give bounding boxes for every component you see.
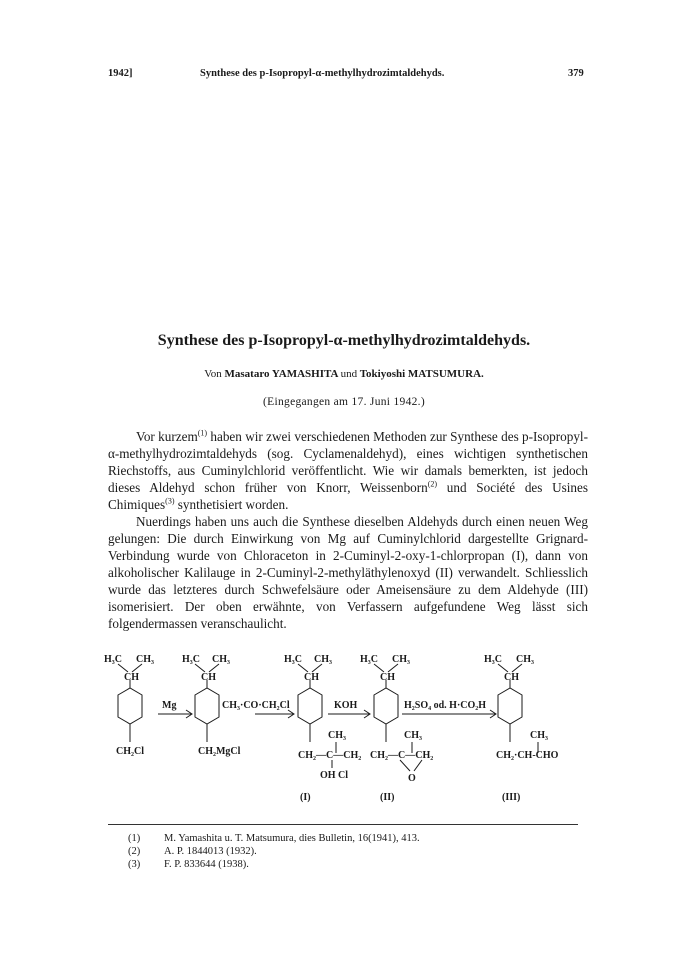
- p1-text-b: haben wir zwei verschiedenen Methoden zur Synthese des p-Isopropyl-α-methylhydrozimtaldehyds (sog. Cyclamenaldehyd), eines wichtigen synthetischen Riechstoffs, aus Cuminylchlorid veröffentlicht. Wie wir damals bemerkten, ist jedoch dieses Aldehyd schon früher von Knorr, Weissenborn: [108, 429, 588, 495]
- author-1: Masataro YAMASHITA: [224, 368, 338, 380]
- reagent-koh: KOH: [334, 700, 358, 711]
- compound-3-chain: CH₂·CH-CHO: [496, 750, 559, 761]
- footnote-2: [128, 845, 588, 858]
- running-head: [0, 68, 688, 84]
- footnote-1: [128, 832, 588, 845]
- c4-methyl: CH₃: [404, 730, 422, 741]
- c3-ch: CH: [304, 672, 319, 683]
- compound-1-substituents: OH Cl: [320, 770, 349, 781]
- c3-methyl: CH₃: [328, 730, 346, 741]
- benzene-ring-3: [298, 688, 322, 724]
- author-von: Von: [204, 368, 222, 380]
- reagent-chloraceton: CH₃·CO·CH₂Cl: [222, 700, 290, 711]
- footnote-number: (3): [128, 859, 141, 870]
- reaction-scheme: [100, 650, 600, 820]
- footnote-number: (2): [128, 846, 141, 857]
- c3-h3c: H₃C: [284, 654, 302, 665]
- author-2: Tokiyoshi MATSUMURA.: [359, 368, 484, 380]
- benzene-ring-5: [498, 688, 522, 724]
- c5-methyl: CH₃: [530, 730, 548, 741]
- c5-ch3: CH₃: [516, 654, 534, 665]
- footnote-ref-2: (2): [427, 479, 438, 489]
- c5-h3c: H₃C: [484, 654, 502, 665]
- article-body: [108, 428, 588, 632]
- footnote-divider: [108, 824, 578, 825]
- footnote-ref-1: (1): [197, 428, 208, 438]
- running-head-year: 1942]: [108, 68, 133, 79]
- footnote-text: M. Yamashita u. T. Matsumura, dies Bulletin, 16(1941), 413.: [164, 833, 420, 844]
- author-line: [0, 368, 688, 380]
- reaction-scheme-svg: [100, 650, 600, 820]
- c4-ch3: CH₃: [392, 654, 410, 665]
- c5-ch: CH: [504, 672, 519, 683]
- compound-label-1: (I): [300, 792, 311, 803]
- c4-h3c: H₃C: [360, 654, 378, 665]
- p1-text-d: synthetisiert worden.: [174, 497, 289, 512]
- compound-label-3: (III): [502, 792, 521, 803]
- footnote-ref-3: (3): [165, 496, 175, 506]
- compound-2-oxygen: O: [408, 773, 416, 784]
- paragraph-1: [108, 428, 588, 513]
- c1-ch3: CH₃: [136, 654, 154, 665]
- compound-2-chain: CH₂—C—CH₂: [370, 750, 434, 761]
- c4-ch: CH: [380, 672, 395, 683]
- article-title: Synthese des p-Isopropyl-α-methylhydrozimtaldehyds.: [157, 332, 531, 349]
- benzene-ring-4: [374, 688, 398, 724]
- c1-ch2cl: CH₂Cl: [116, 746, 144, 757]
- reagent-acid: H₂SO₄ od. H·CO₂H: [404, 700, 487, 711]
- author-und: und: [340, 368, 358, 380]
- compound-label-2: (II): [380, 792, 395, 803]
- reagent-mg: Mg: [162, 700, 177, 711]
- page-number: 379: [568, 68, 584, 79]
- footnote-3: [128, 858, 588, 871]
- footnote-text: A. P. 1844013 (1932).: [164, 846, 257, 857]
- footnotes: [128, 832, 588, 871]
- compound-1-chain: CH₂—C—CH₂: [298, 750, 362, 761]
- received-date: (Eingegangen am 17. Juni 1942.): [263, 396, 425, 408]
- c3-ch3: CH₃: [314, 654, 332, 665]
- c2-ch: CH: [201, 672, 216, 683]
- c1-h3c: H₃C: [104, 654, 122, 665]
- c1-ch: CH: [124, 672, 139, 683]
- c2-ch2mgcl: CH₂MgCl: [198, 746, 241, 757]
- p1-text-a: Vor kurzem: [136, 429, 198, 444]
- p1-text-c: und Société des Usines Chimiques: [108, 480, 589, 512]
- c2-h3c: H₃C: [182, 654, 200, 665]
- paragraph-2: Nuerdings haben uns auch die Synthese dieselben Aldehyds durch einen neuen Weg gelungen: Die durch Einwirkung von Mg auf Cuminylchlorid dargestellte Grignard-Verbindung wurde von Chloraceton in 2-Cuminyl-2-oxy-1-chlorpropan (I), dann von alkoholischer Kalilauge in 2-Cuminyl-2-methyläthylenoxyd (II) verwandelt. Schliesslich wurde das letzteres durch Schwefelsäure oder Ameisensäure zu dem Aldehyde (III) isomerisiert. Der oben erwähnte, von Verfassern aufgefundene Weg lässt sich folgendermassen veranschaulicht.: [108, 514, 588, 631]
- benzene-ring-2: [195, 688, 219, 724]
- running-head-title: Synthese des p-Isopropyl-α-methylhydrozimtaldehyds.: [200, 68, 445, 79]
- benzene-ring-1: [118, 688, 142, 724]
- footnote-number: (1): [128, 833, 141, 844]
- c2-ch3: CH₃: [212, 654, 230, 665]
- footnote-text: F. P. 833644 (1938).: [164, 859, 249, 870]
